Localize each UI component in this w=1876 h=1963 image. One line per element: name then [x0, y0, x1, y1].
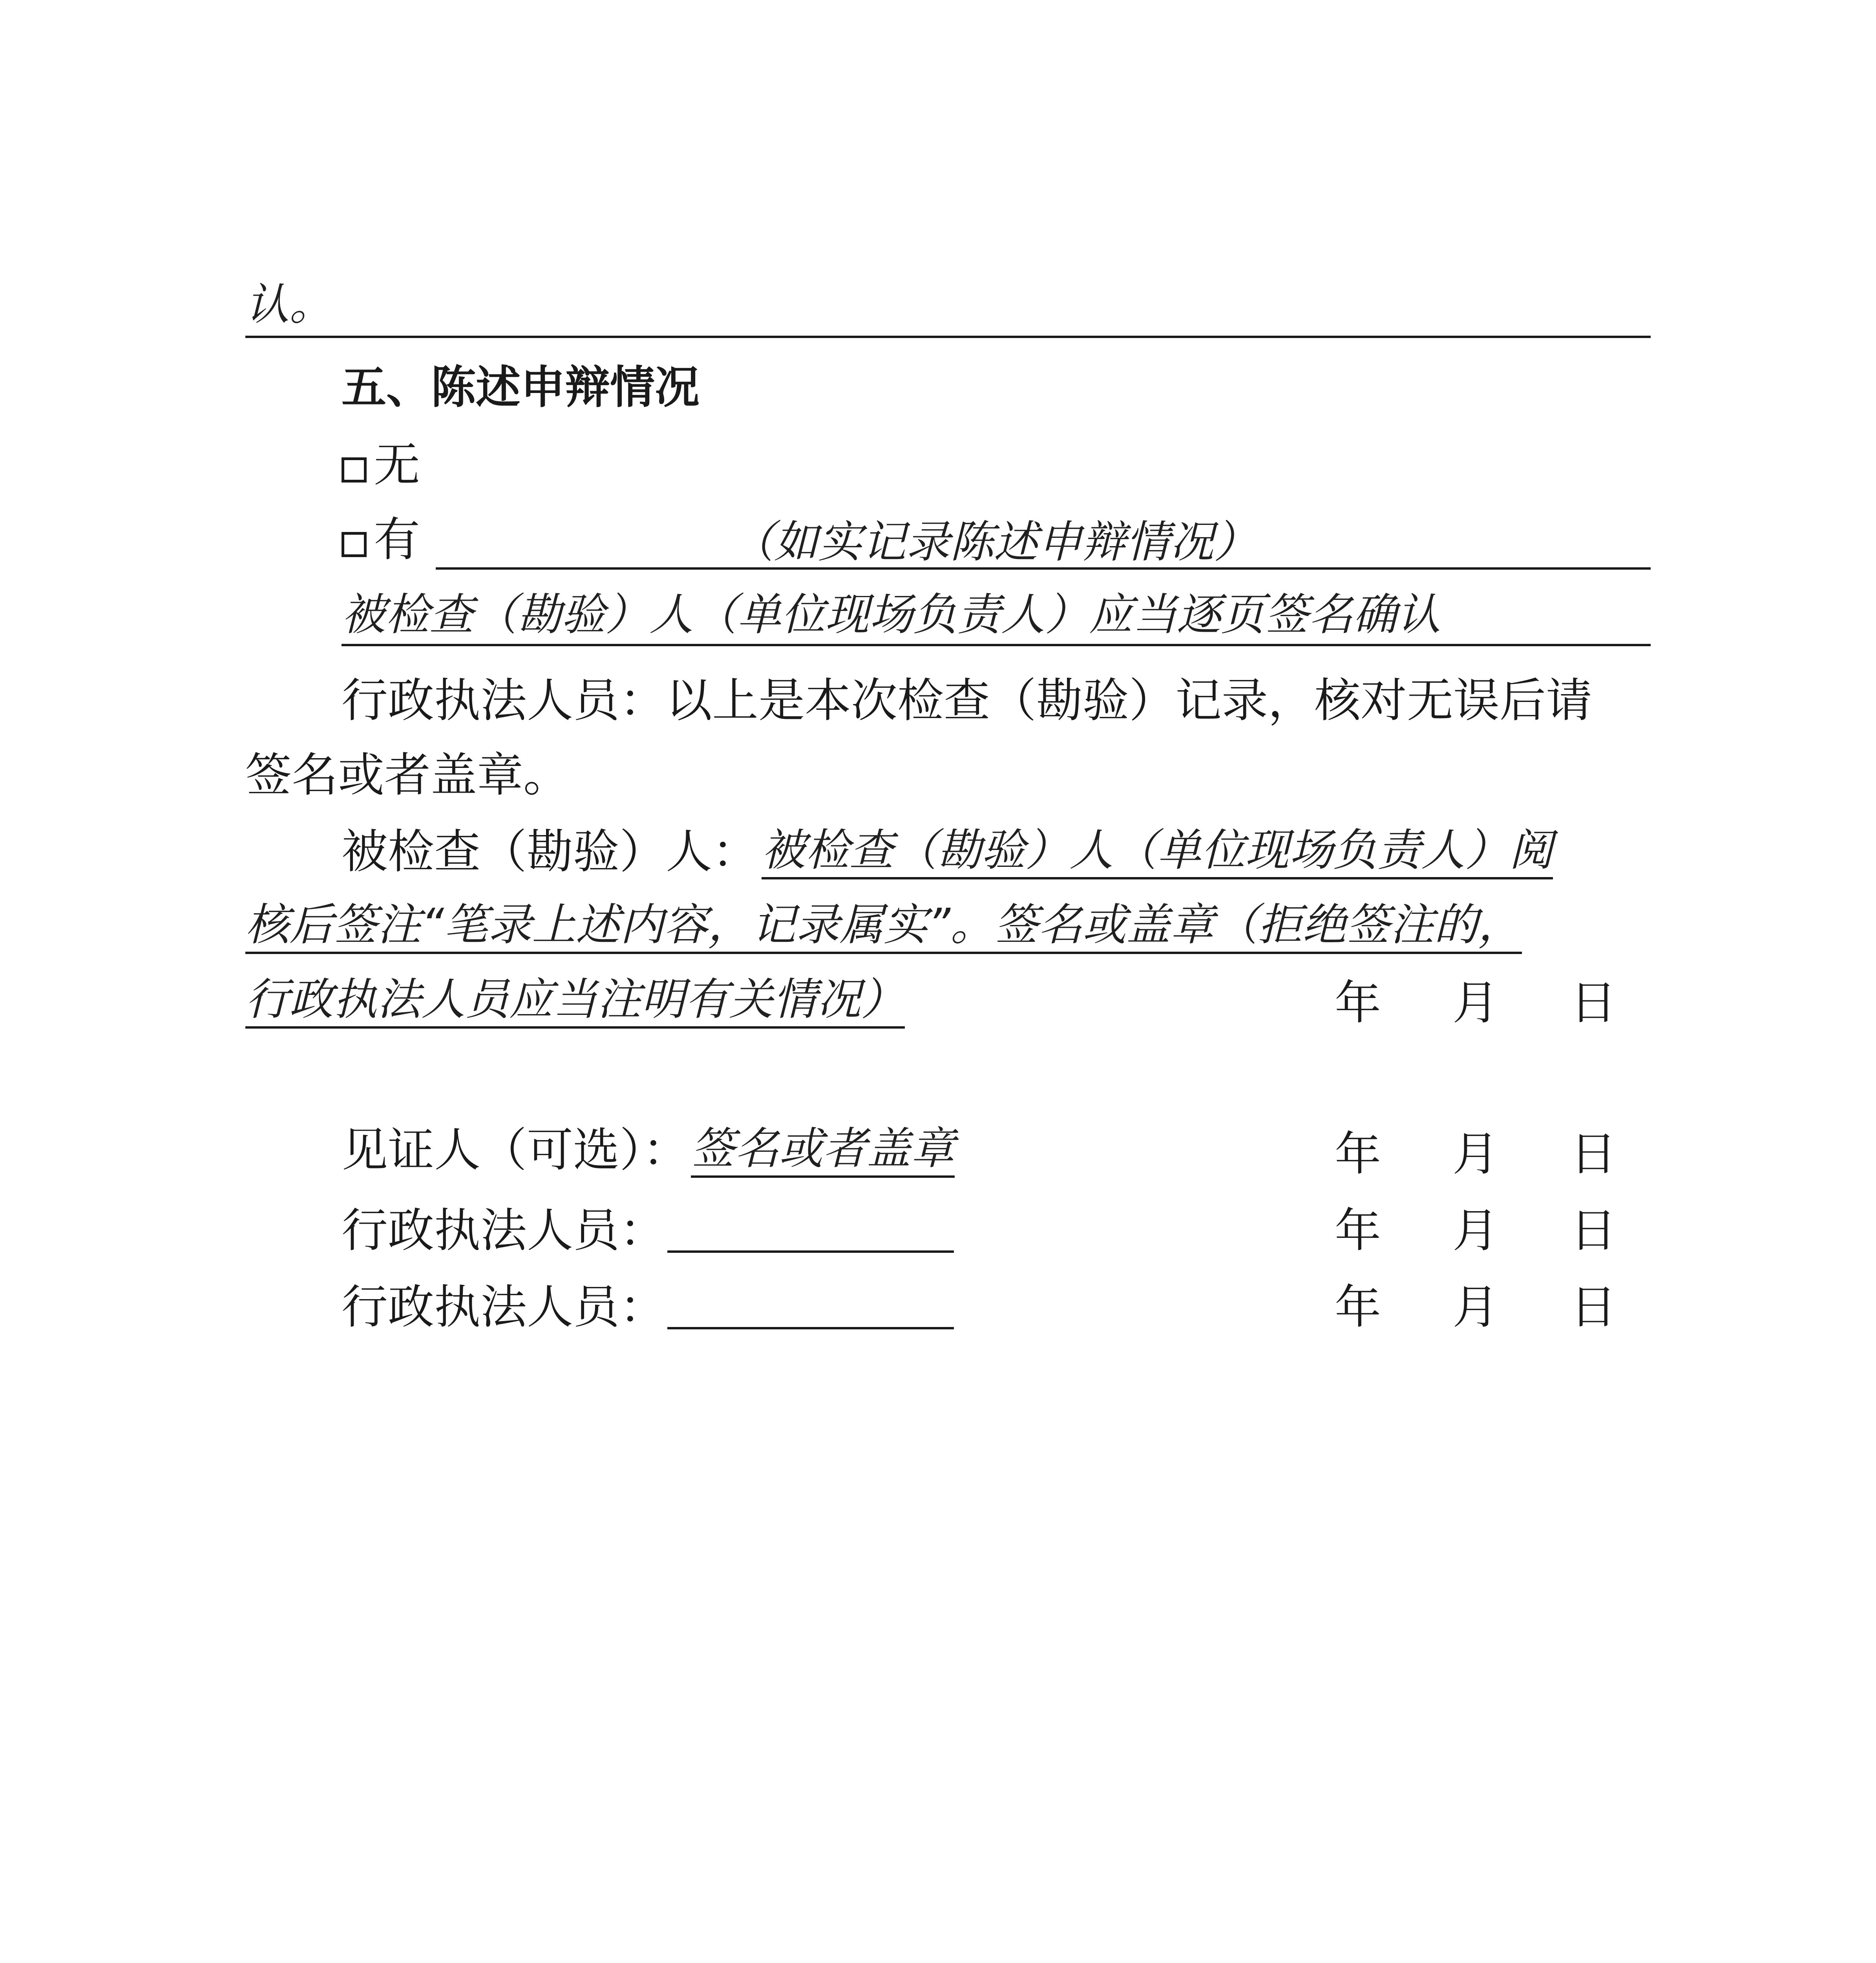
officer1-date	[1335, 1203, 1617, 1257]
checkbox-yes[interactable]	[342, 532, 367, 557]
date-month: 月	[1452, 1203, 1499, 1257]
date-day: 日	[1570, 1127, 1617, 1181]
inspected-note-line1: 被检查（勘验）人（单位现场负责人）阅	[762, 828, 1553, 879]
date-day: 日	[1570, 976, 1617, 1030]
checkbox-none[interactable]	[342, 457, 367, 483]
inspected-note-line3: 行政执法人员应当注明有关情况）	[245, 978, 905, 1029]
inspected-date	[1335, 976, 1617, 1030]
date-year: 年	[1335, 976, 1381, 1030]
officer-notice-line2: 签名或者盖章。	[245, 748, 570, 802]
inspected-label: 被检查（勘验）人：	[342, 824, 759, 879]
date-day: 日	[1570, 1280, 1617, 1334]
inspected-note-line2: 核后签注“笔录上述内容，记录属实”。签名或盖章（拒绝签注的，	[245, 903, 1522, 954]
page-sign-note: 被检查（勘验）人（单位现场负责人）应当逐页签名确认	[342, 589, 1441, 640]
option-yes[interactable]	[342, 512, 420, 567]
date-year: 年	[1335, 1127, 1381, 1181]
officer-notice-line1: 行政执法人员：以上是本次检查（勘验）记录，核对无误后请	[342, 673, 1593, 727]
date-month: 月	[1452, 1280, 1499, 1334]
option-yes-note: （如实记录陈述申辩情况）	[730, 517, 1258, 568]
continuation-underline	[245, 336, 1651, 338]
witness-note: 签名或者盖章	[691, 1127, 955, 1178]
officer1-label: 行政执法人员：	[342, 1203, 666, 1257]
page-sign-underline	[342, 644, 1651, 646]
witness-date	[1335, 1127, 1617, 1181]
officer2-signature-line[interactable]	[667, 1327, 954, 1329]
section-title: 五、陈述申辩情况	[342, 361, 700, 413]
continuation-text: 认。	[245, 279, 333, 330]
date-day: 日	[1570, 1203, 1617, 1257]
officer2-label: 行政执法人员：	[342, 1280, 666, 1334]
date-year: 年	[1335, 1280, 1381, 1334]
officer2-date	[1335, 1280, 1617, 1334]
date-year: 年	[1335, 1203, 1381, 1257]
date-month: 月	[1452, 976, 1499, 1030]
date-month: 月	[1452, 1127, 1499, 1181]
option-none-label: 无	[374, 438, 420, 492]
witness-label: 见证人（可选）：	[342, 1123, 689, 1177]
option-yes-label: 有	[374, 512, 420, 567]
option-none[interactable]	[342, 438, 420, 492]
officer1-signature-line[interactable]	[667, 1250, 954, 1253]
